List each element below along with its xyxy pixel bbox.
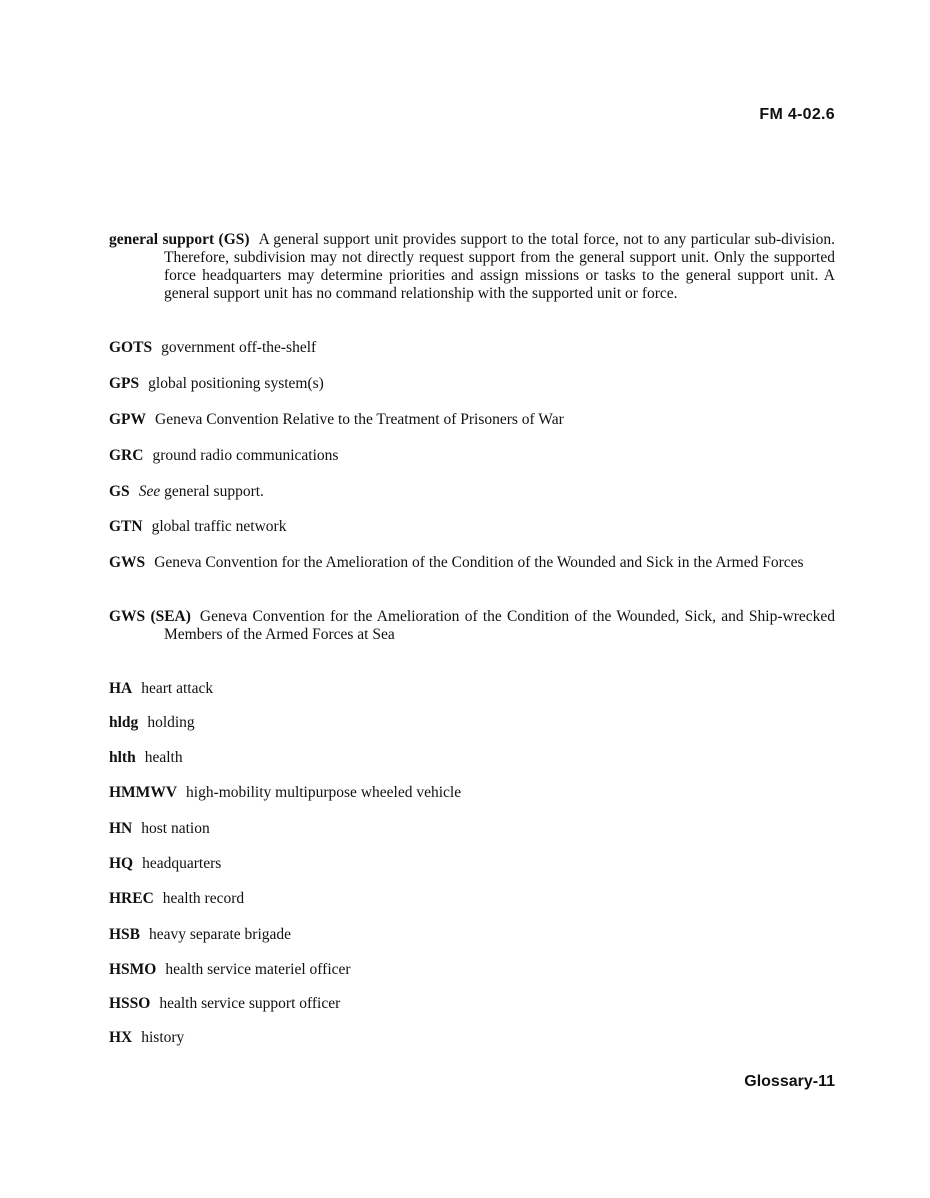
glossary-term: general support (GS) — [109, 231, 250, 248]
glossary-definition: general support. — [164, 483, 264, 500]
glossary-term: GRC — [109, 447, 144, 464]
glossary-definition: A general support unit provides support to the total force, not to any particular sub-division. Therefore, subdivision may not directly request support from the general support unit. Only the supported force headquarters may determine priorities and assign missions or tasks to the general support unit. A general support unit has no command relationship with the supported unit or force. — [164, 231, 835, 302]
glossary-definition: health record — [162, 890, 245, 907]
glossary-term: GPW — [109, 411, 147, 428]
glossary-entry-gs — [109, 483, 835, 501]
glossary-definition: Geneva Convention for the Amelioration of the Condition of the Wounded and Sick in the Armed Forces — [154, 554, 804, 571]
glossary-entry-hsso — [109, 995, 835, 1013]
glossary-entry-hsb — [109, 926, 835, 944]
glossary-definition: high-mobility multipurpose wheeled vehicle — [186, 784, 462, 801]
glossary-definition: government off-the-shelf — [161, 339, 317, 356]
glossary-term: GWS (SEA) — [109, 608, 191, 625]
glossary-definition: Geneva Convention for the Amelioration of the Condition of the Wounded, Sick, and Ship-wrecked Members of the Armed Forces at Sea — [164, 608, 835, 643]
glossary-entry-gots — [109, 339, 835, 357]
glossary-definition: health service support officer — [159, 995, 341, 1012]
glossary-see-reference: See — [138, 483, 161, 500]
glossary-term: HSB — [109, 926, 141, 943]
glossary-definition: health service materiel officer — [165, 961, 351, 978]
glossary-entry-hlth — [109, 749, 835, 767]
glossary-entry-hq — [109, 855, 835, 873]
glossary-definition: Geneva Convention Relative to the Treatment of Prisoners of War — [155, 411, 564, 428]
glossary-term: HA — [109, 680, 133, 697]
glossary-term: HN — [109, 820, 133, 837]
glossary-definition: headquarters — [142, 855, 222, 872]
glossary-entry-general-support — [109, 231, 835, 303]
glossary-term: hldg — [109, 714, 139, 731]
glossary-term: HMMWV — [109, 784, 178, 801]
glossary-entry-hldg — [109, 714, 835, 732]
glossary-term: HSSO — [109, 995, 151, 1012]
glossary-term: HX — [109, 1029, 133, 1046]
glossary-definition: health — [144, 749, 183, 766]
glossary-definition: global positioning system(s) — [148, 375, 324, 392]
page-number-footer: Glossary-11 — [744, 1073, 835, 1090]
glossary-definition: host nation — [141, 820, 210, 837]
glossary-entry-gpw — [109, 411, 835, 429]
glossary-entry-gtn — [109, 518, 835, 536]
glossary-term: GOTS — [109, 339, 153, 356]
glossary-entry-gps — [109, 375, 835, 393]
glossary-definition: history — [141, 1029, 185, 1046]
glossary-term: GS — [109, 483, 130, 500]
glossary-entry-gws-sea — [109, 608, 835, 644]
glossary-term: hlth — [109, 749, 136, 766]
glossary-entry-hmmwv — [109, 784, 835, 802]
glossary-term: GTN — [109, 518, 143, 535]
glossary-term: HQ — [109, 855, 134, 872]
glossary-definition: heavy separate brigade — [149, 926, 292, 943]
glossary-term: GPS — [109, 375, 140, 392]
glossary-entry-hrec — [109, 890, 835, 908]
glossary-entry-ha — [109, 680, 835, 698]
glossary-entry-gws — [109, 554, 835, 572]
document-id-header: FM 4-02.6 — [759, 106, 835, 123]
glossary-term: GWS — [109, 554, 146, 571]
glossary-entry-hx — [109, 1029, 835, 1047]
glossary-term: HSMO — [109, 961, 157, 978]
glossary-definition: holding — [147, 714, 195, 731]
glossary-entry-hn — [109, 820, 835, 838]
glossary-definition: global traffic network — [151, 518, 287, 535]
glossary-entry-grc — [109, 447, 835, 465]
glossary-definition: heart attack — [141, 680, 214, 697]
glossary-term: HREC — [109, 890, 154, 907]
glossary-definition: ground radio communications — [152, 447, 339, 464]
glossary-entry-hsmo — [109, 961, 835, 979]
